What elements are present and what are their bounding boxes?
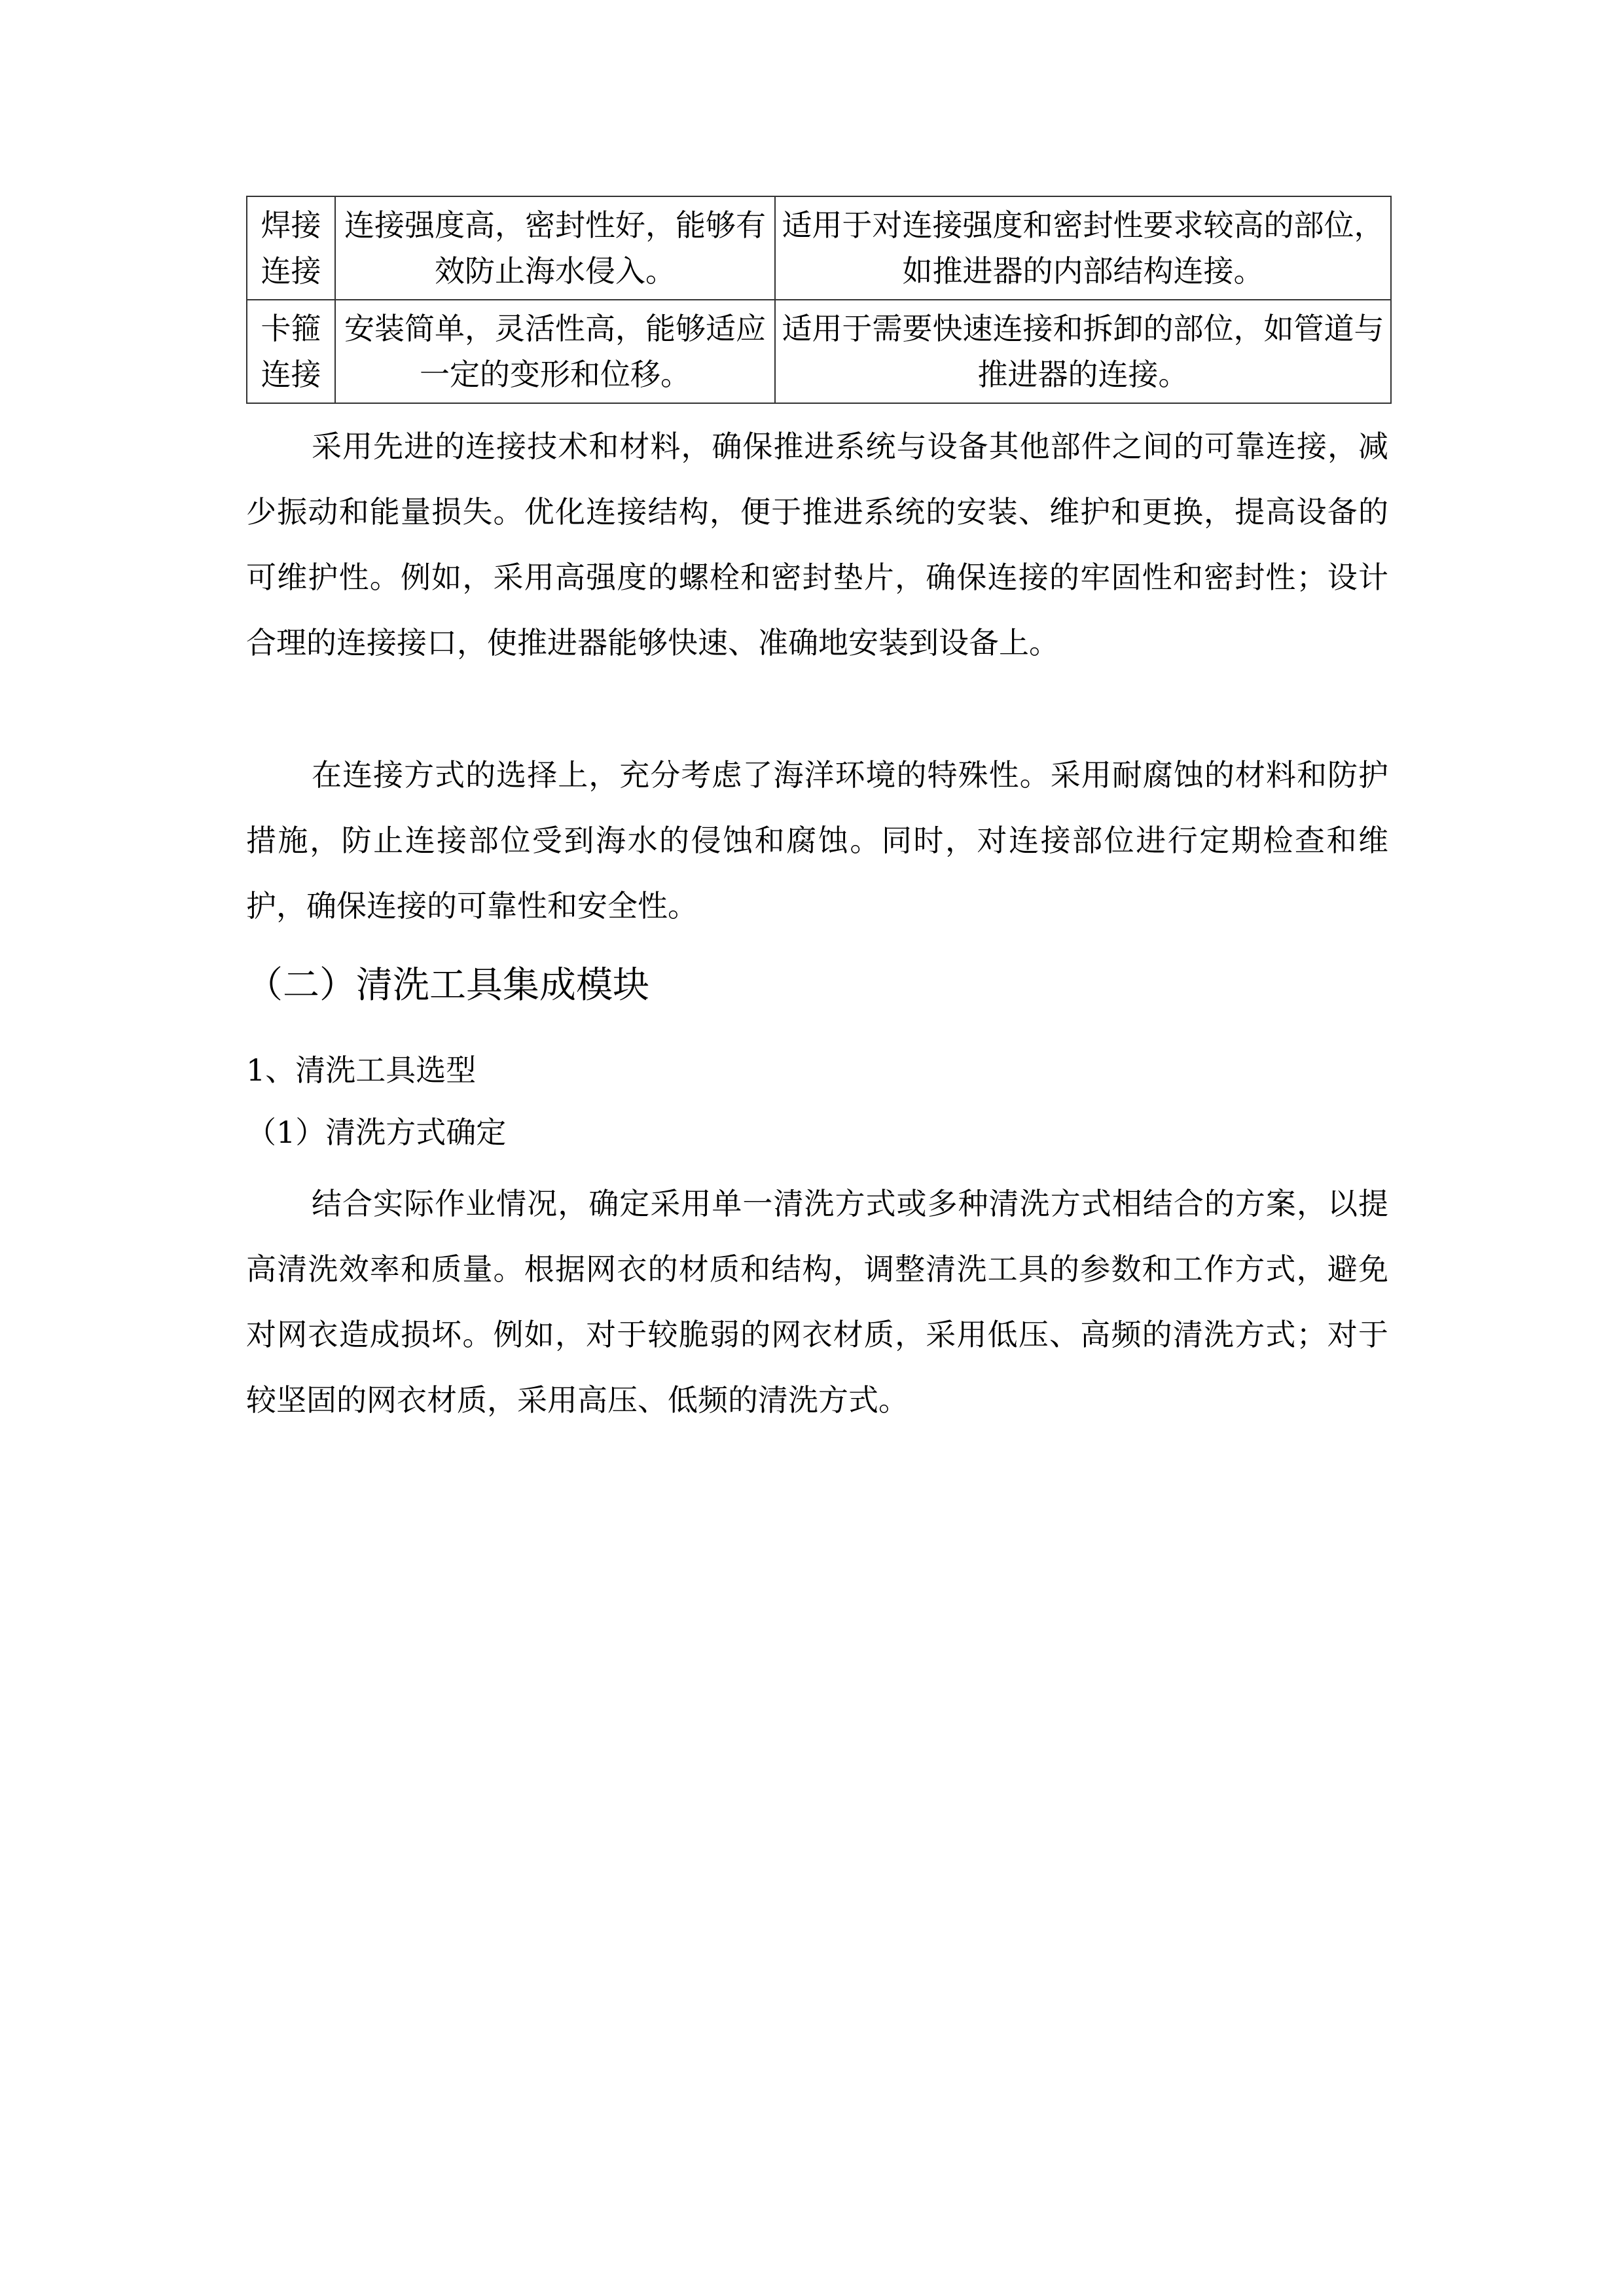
application-cell: 适用于对连接强度和密封性要求较高的部位，如推进器的内部结构连接。 xyxy=(775,196,1391,300)
table-row xyxy=(247,196,1391,300)
paragraph-cleaning-method: 结合实际作业情况，确定采用单一清洗方式或多种清洗方式相结合的方案，以提高清洗效率和质量。根据网衣的材质和结构，调整清洗工具的参数和工作方式，避免对网衣造成损坏。例如，对于较脆弱的网衣材质，采用低压、高频的清洗方式；对于较坚固的网衣材质，采用高压、低频的清洗方式。 xyxy=(246,1186,1388,1418)
connection-methods-table xyxy=(246,196,1392,404)
method-cell: 焊接连接 xyxy=(247,196,335,300)
paragraph-marine-environment: 在连接方式的选择上，充分考虑了海洋环境的特殊性。采用耐腐蚀的材料和防护措施，防止连接部位受到海水的侵蚀和腐蚀。同时，对连接部位进行定期检查和维护，确保连接的可靠性和安全性。 xyxy=(246,757,1388,924)
subsubsection-heading: （1）清洗方式确定 xyxy=(246,1115,507,1150)
application-cell: 适用于需要快速连接和拆卸的部位，如管道与推进器的连接。 xyxy=(775,300,1391,403)
subsection-heading: 1、清洗工具选型 xyxy=(246,1052,477,1088)
section-heading: （二）清洗工具集成模块 xyxy=(246,964,649,1007)
paragraph-connection-technology: 采用先进的连接技术和材料，确保推进系统与设备其他部件之间的可靠连接，减少振动和能量损失。优化连接结构，便于推进系统的安装、维护和更换，提高设备的可维护性。例如，采用高强度的螺栓和密封垫片，确保连接的牢固性和密封性；设计合理的连接接口，使推进器能够快速、准确地安装到设备上。 xyxy=(246,429,1388,660)
table-row xyxy=(247,300,1391,403)
method-cell: 卡箍连接 xyxy=(247,300,335,403)
features-cell: 连接强度高，密封性好，能够有效防止海水侵入。 xyxy=(335,196,775,300)
features-cell: 安装简单，灵活性高，能够适应一定的变形和位移。 xyxy=(335,300,775,403)
